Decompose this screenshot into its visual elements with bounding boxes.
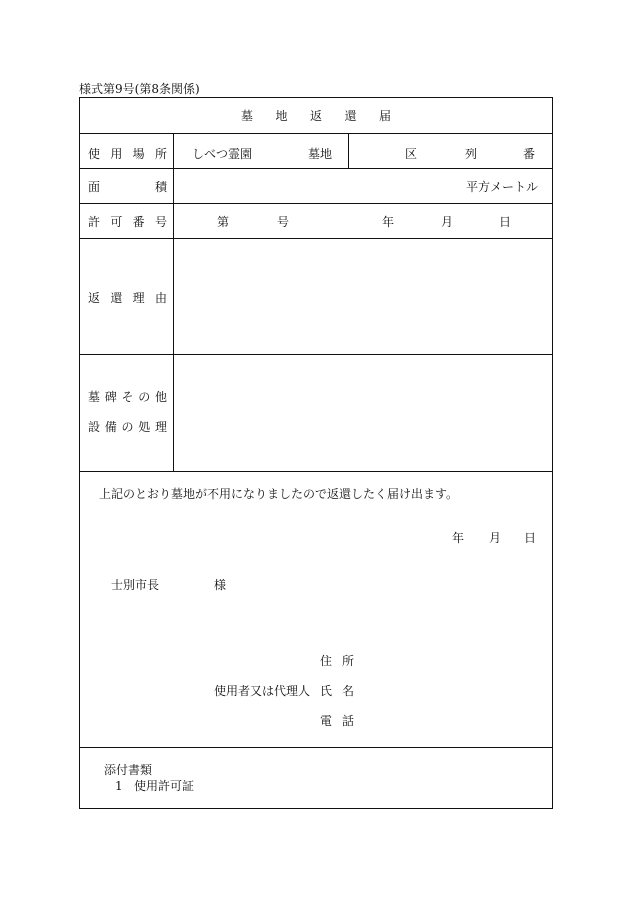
row-divider	[80, 747, 552, 748]
row-divider	[80, 238, 552, 239]
row-divider	[80, 133, 552, 134]
label-char: 氏	[320, 684, 333, 698]
label-char: の	[138, 390, 151, 404]
monument-label-line1	[88, 390, 167, 404]
usage-place-label	[88, 147, 167, 161]
row-divider	[80, 471, 552, 472]
notification-form	[79, 97, 553, 809]
label-char: 理	[132, 291, 145, 305]
permit-number-label	[88, 215, 167, 229]
label-char: 話	[341, 714, 354, 728]
permit-month: 月	[441, 215, 454, 229]
area-label	[88, 180, 167, 194]
attachment-item-text: 使用許可証	[134, 779, 195, 793]
row-divider	[80, 168, 552, 169]
label-char: 墓	[88, 390, 101, 404]
addressee: 士別市長	[111, 578, 160, 592]
title-char: 還	[344, 109, 357, 123]
phone-label	[320, 714, 354, 728]
label-char: 可	[110, 215, 123, 229]
label-char: の	[121, 420, 134, 434]
title-char: 返	[309, 109, 322, 123]
label-char: 用	[110, 147, 123, 161]
cell-divider	[348, 133, 349, 168]
title-char: 地	[275, 109, 288, 123]
label-char: 他	[154, 390, 167, 404]
label-char: 使	[88, 147, 101, 161]
title-char: 墓	[241, 109, 254, 123]
ban-label: 番	[523, 147, 536, 161]
attachment-item-number: 1	[115, 779, 123, 793]
label-column-divider	[173, 133, 174, 471]
label-char: 所	[341, 654, 354, 668]
address-label	[320, 654, 354, 668]
title-char: 届	[378, 109, 391, 123]
reason-label	[88, 291, 167, 305]
label-char: 積	[154, 180, 167, 194]
retsu-label: 列	[465, 147, 478, 161]
label-char: 番	[132, 215, 145, 229]
label-char: 理	[154, 420, 167, 434]
permit-day: 日	[499, 215, 512, 229]
label-char: 設	[88, 420, 101, 434]
label-char: 返	[88, 291, 101, 305]
label-char: 処	[138, 420, 151, 434]
permit-year: 年	[382, 215, 395, 229]
monument-label-line2	[88, 420, 167, 434]
label-char: 備	[104, 420, 117, 434]
attachments-heading: 添付書類	[104, 763, 153, 777]
label-char: 所	[154, 147, 167, 161]
name-label	[320, 684, 354, 698]
permit-dai: 第	[217, 215, 230, 229]
label-char: 電	[320, 714, 333, 728]
addressee-honorific: 様	[214, 578, 227, 592]
label-char: 号	[154, 215, 167, 229]
label-char: 場	[132, 147, 145, 161]
cemetery-suffix: 墓地	[308, 147, 333, 161]
label-char: 名	[341, 684, 354, 698]
label-char: 住	[320, 654, 333, 668]
ku-label: 区	[405, 147, 418, 161]
declaration-day: 日	[524, 531, 537, 545]
permit-go: 号	[277, 215, 290, 229]
label-char: 許	[88, 215, 101, 229]
declaration-month: 月	[489, 531, 502, 545]
label-char: そ	[121, 390, 134, 404]
label-char: 面	[88, 180, 101, 194]
row-divider	[80, 203, 552, 204]
label-char: 碑	[104, 390, 117, 404]
declaration-year: 年	[452, 531, 465, 545]
cemetery-name: しべつ霊園	[192, 147, 253, 161]
form-title	[241, 109, 391, 123]
declaration-statement: 上記のとおり墓地が不用になりましたので返還したく届け出ます。	[99, 487, 459, 501]
form-number-label: 様式第9号(第8条関係)	[79, 82, 200, 96]
label-char: 還	[110, 291, 123, 305]
label-char: 由	[154, 291, 167, 305]
area-unit: 平方メートル	[466, 180, 539, 194]
applicant-prefix: 使用者又は代理人	[214, 684, 311, 698]
row-divider	[80, 354, 552, 355]
